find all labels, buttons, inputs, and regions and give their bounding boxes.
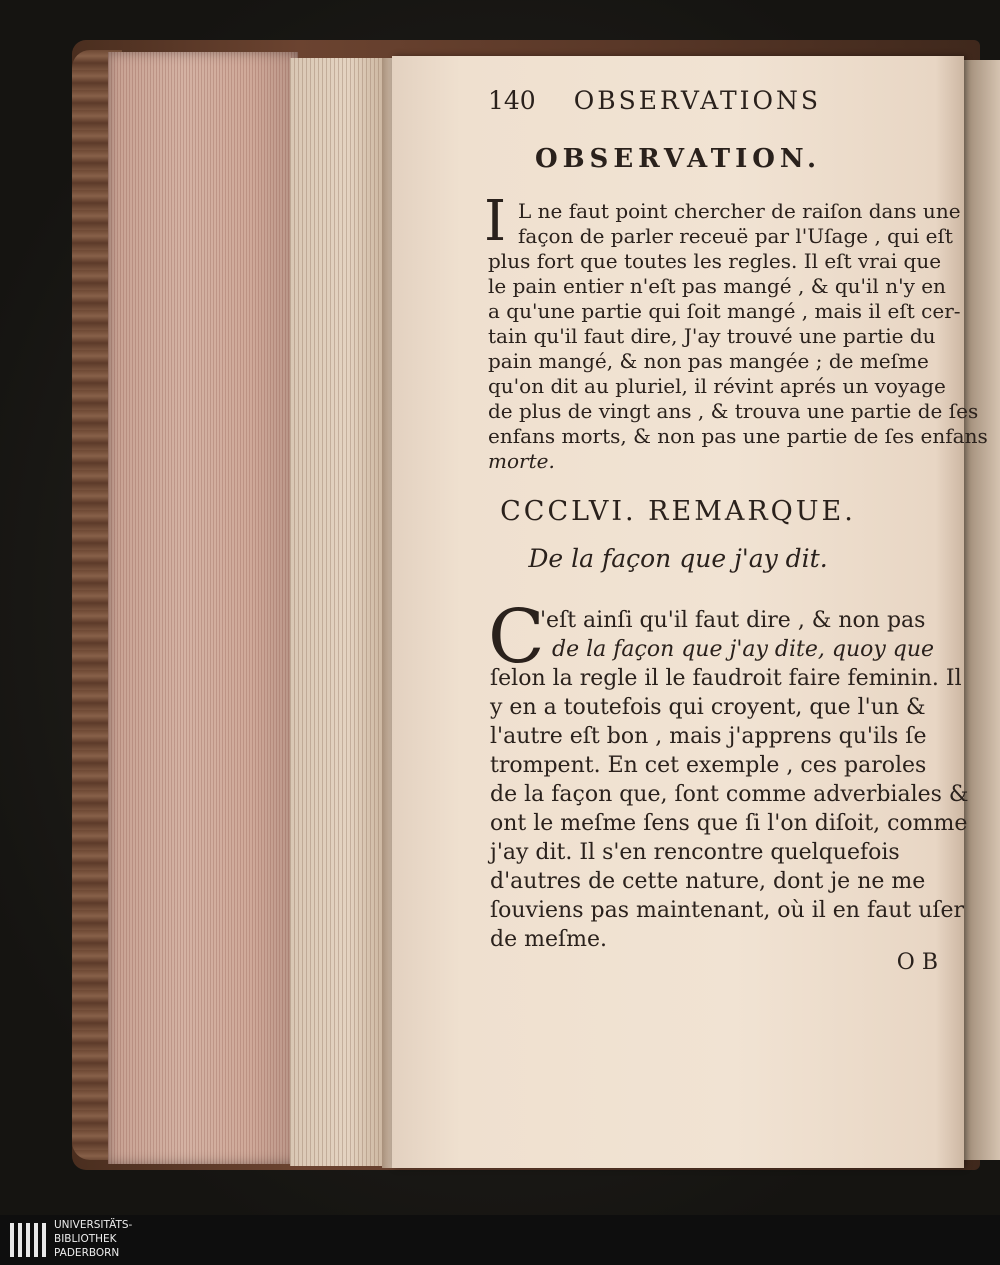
book-page	[392, 56, 988, 1168]
observation-line: a qu'une partie qui ſoit mangé , mais il eſt cer-	[488, 299, 961, 323]
observation-line: le pain entier n'eſt pas mangé , & qu'il n'y en	[488, 274, 946, 298]
remarque-line: 'eſt ainſi qu'il faut dire , & non pas	[540, 608, 926, 633]
catchword: O B	[896, 950, 938, 975]
running-title: OBSERVATIONS	[573, 86, 821, 115]
remarque-line: ont le meſme ſens que ſi l'on diſoit, comme	[490, 811, 968, 836]
remarque-line: d'autres de cette nature, dont je ne me	[490, 869, 926, 894]
remarque-subtitle: De la façon que j'ay dit.	[528, 544, 828, 573]
remarque-line: ſouviens pas maintenant, où il en faut uſer	[490, 898, 965, 923]
remarque-line: y en a toutefois qui croyent, que l'un &	[490, 695, 926, 720]
observation-line: morte.	[488, 449, 555, 473]
observation-line: de plus de vingt ans , & trouva une partie de ſes	[488, 399, 979, 423]
library-line: UNIVERSITÄTS-	[54, 1219, 133, 1231]
observation-line: qu'on dit au pluriel, il révint aprés un voyage	[488, 374, 946, 398]
remarque-drop-cap: C	[488, 594, 545, 680]
library-footer	[0, 1215, 1000, 1265]
remarque-line: de la façon que j'ay dite, quoy que	[552, 637, 935, 662]
remarque-line: j'ay dit. Il s'en rencontre quelquefois	[490, 840, 900, 865]
observation-line: plus fort que toutes les regles. Il eſt vrai que	[488, 249, 942, 273]
page-edges-sprinkled	[108, 52, 298, 1164]
library-logo-icon	[10, 1223, 50, 1257]
remarque-line: l'autre eſt bon , mais j'apprens qu'ils ſe	[490, 724, 927, 749]
observation-line: tain qu'il faut dire, J'ay trouvé une partie du	[488, 324, 936, 348]
library-name	[54, 1218, 132, 1260]
running-header	[488, 86, 821, 115]
page-edges-plain	[290, 58, 386, 1166]
library-line: PADERBORN	[54, 1247, 120, 1259]
observation-line: pain mangé, & non pas mangée ; de meſme	[488, 349, 929, 373]
remarque-title: CCCLVI. REMARQUE.	[500, 496, 856, 527]
remarque-line: de meſme.	[490, 927, 607, 952]
observation-title: OBSERVATION.	[534, 144, 822, 174]
observation-line: L ne faut point chercher de raiſon dans une	[518, 199, 961, 223]
remarque-line: trompent. En cet exemple , ces paroles	[490, 753, 927, 778]
observation-line: enfans morts, & non pas une partie de ſes enfans	[488, 424, 988, 448]
observation-line: façon de parler receuë par l'Uſage , qui eſt	[518, 224, 953, 248]
remarque-line: de la façon que, ſont comme adverbiales &	[490, 782, 969, 807]
remarque-line: ſelon la regle il le faudroit faire feminin. Il	[490, 666, 962, 691]
observation-drop-cap: I	[484, 189, 507, 254]
page-number: 140	[488, 86, 536, 115]
facing-page-edge	[962, 60, 1000, 1160]
library-line: BIBLIOTHEK	[54, 1233, 117, 1245]
